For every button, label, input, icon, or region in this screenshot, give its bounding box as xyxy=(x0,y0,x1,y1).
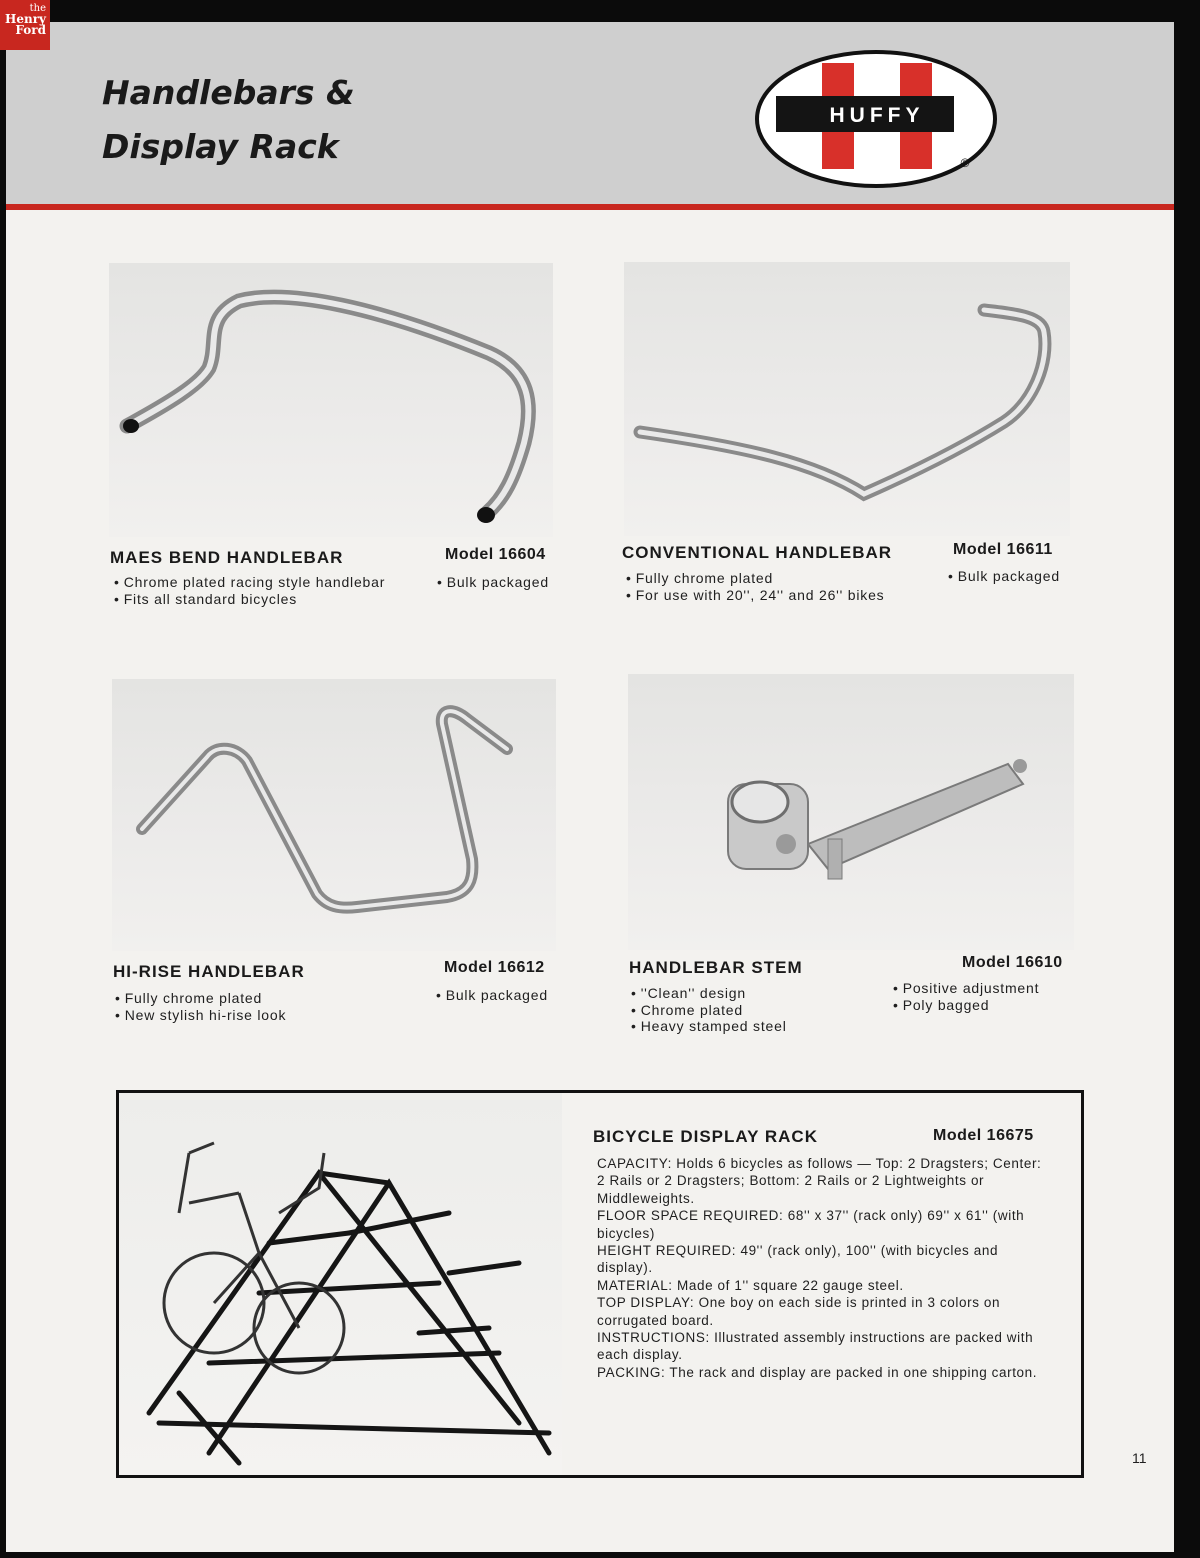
product-name-stem: HANDLEBAR STEM xyxy=(629,958,803,977)
packaging-item: • Bulk packaged xyxy=(948,568,1060,585)
registered-mark: ® xyxy=(960,156,970,170)
feature-item: • Fits all standard bicycles xyxy=(114,591,385,608)
product-model-stem: Model 16610 xyxy=(962,954,1063,971)
product-features-stem xyxy=(631,985,787,1035)
feature-item: • ''Clean'' design xyxy=(631,985,787,1002)
title-line-2: Display Rack xyxy=(102,127,339,166)
product-features-hi-rise xyxy=(115,990,286,1023)
product-features-conventional xyxy=(626,570,884,603)
spec-instructions: INSTRUCTIONS: Illustrated assembly instructions are packed with each display. xyxy=(597,1330,1034,1363)
badge-line-2: Henry xyxy=(5,12,46,26)
feature-item: • Fully chrome plated xyxy=(115,990,286,1007)
henry-ford-badge xyxy=(0,0,50,50)
page-header xyxy=(6,22,1174,210)
packaging-item: • Bulk packaged xyxy=(436,987,548,1004)
spec-capacity: CAPACITY: Holds 6 bicycles as follows — Top: 2 Dragsters; Center: 2 Rails or 2 Dragsters; Bottom: 2 Rails or 2 Lightweights or Middleweights. xyxy=(597,1156,1042,1206)
feature-item: • Heavy stamped steel xyxy=(631,1018,787,1035)
feature-item: • Chrome plated racing style handlebar xyxy=(114,574,385,591)
product-features-maes-bend xyxy=(114,574,385,607)
spec-floor-space: FLOOR SPACE REQUIRED: 68'' x 37'' (rack only) 69'' x 61'' (with bicycles) xyxy=(597,1208,1025,1241)
product-model-maes-bend: Model 16604 xyxy=(445,546,546,563)
product-packaging-stem xyxy=(893,980,1039,1013)
hi-rise-photo xyxy=(112,679,556,951)
spec-material: MATERIAL: Made of 1'' square 22 gauge steel. xyxy=(597,1277,904,1293)
maes-bend-photo xyxy=(109,263,553,537)
feature-item: • Chrome plated xyxy=(631,1002,787,1019)
logo-text: HUFFY xyxy=(829,104,925,127)
product-name-maes-bend: MAES BEND HANDLEBAR xyxy=(110,548,344,567)
packaging-item: • Positive adjustment xyxy=(893,980,1039,997)
handlebar-stem-photo xyxy=(628,674,1074,950)
badge-line-3: Ford xyxy=(15,23,46,37)
display-rack-box xyxy=(116,1090,1084,1478)
page-number: 11 xyxy=(1132,1450,1147,1466)
product-model-hi-rise: Model 16612 xyxy=(444,959,545,976)
rack-name: BICYCLE DISPLAY RACK xyxy=(593,1127,818,1146)
feature-item: • New stylish hi-rise look xyxy=(115,1007,286,1024)
packaging-item: • Poly bagged xyxy=(893,997,1039,1014)
product-packaging-conventional xyxy=(948,568,1060,585)
spec-height: HEIGHT REQUIRED: 49'' (rack only), 100'' (with bicycles and display). xyxy=(597,1243,999,1276)
product-name-hi-rise: HI-RISE HANDLEBAR xyxy=(113,962,305,981)
catalog-page xyxy=(6,22,1174,1552)
title-line-1: Handlebars & xyxy=(102,73,355,112)
product-packaging-hi-rise xyxy=(436,987,548,1004)
conventional-photo xyxy=(624,262,1070,536)
feature-item: • For use with 20'', 24'' and 26'' bikes xyxy=(626,587,884,604)
spec-top-display: TOP DISPLAY: One boy on each side is printed in 3 colors on corrugated board. xyxy=(597,1295,1001,1328)
spec-packing: PACKING: The rack and display are packed in one shipping carton. xyxy=(597,1364,1038,1380)
rack-specs xyxy=(597,1155,1047,1381)
display-rack-photo xyxy=(119,1093,562,1475)
page-title xyxy=(102,66,355,174)
product-packaging-maes-bend xyxy=(437,574,549,591)
badge-line-1: the xyxy=(29,3,46,14)
feature-item: • Fully chrome plated xyxy=(626,570,884,587)
product-model-conventional: Model 16611 xyxy=(953,541,1053,558)
rack-model: Model 16675 xyxy=(933,1127,1034,1144)
product-name-conventional: CONVENTIONAL HANDLEBAR xyxy=(622,543,893,562)
huffy-logo xyxy=(754,49,998,189)
packaging-item: • Bulk packaged xyxy=(437,574,549,591)
